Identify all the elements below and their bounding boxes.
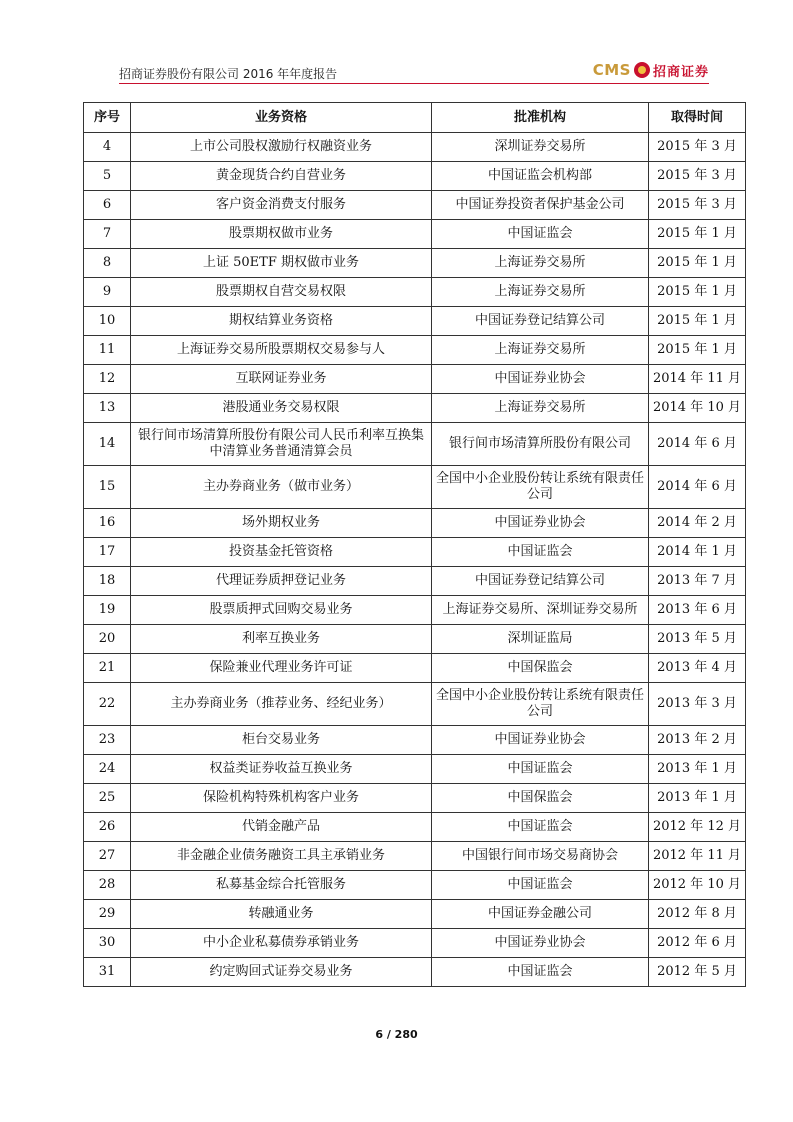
table-row [84, 871, 746, 900]
cell-qualification: 中小企业私募债券承销业务 [131, 929, 432, 958]
cell-date: 2014 年 2 月 [649, 509, 746, 538]
cell-date: 2013 年 1 月 [649, 784, 746, 813]
cell-no: 30 [84, 929, 131, 958]
cell-no: 24 [84, 755, 131, 784]
cell-date: 2012 年 10 月 [649, 871, 746, 900]
cell-date: 2014 年 1 月 [649, 538, 746, 567]
cell-date: 2015 年 3 月 [649, 162, 746, 191]
cell-qualification: 上证 50ETF 期权做市业务 [131, 249, 432, 278]
cell-qualification: 黄金现货合约自营业务 [131, 162, 432, 191]
cell-no: 28 [84, 871, 131, 900]
cell-no: 27 [84, 842, 131, 871]
cell-no: 9 [84, 278, 131, 307]
cell-date: 2012 年 8 月 [649, 900, 746, 929]
cell-authority: 中国证券业协会 [432, 929, 649, 958]
table-row [84, 191, 746, 220]
table-row [84, 958, 746, 987]
cell-no: 26 [84, 813, 131, 842]
cell-no: 21 [84, 654, 131, 683]
header-divider [119, 83, 709, 84]
cell-qualification: 利率互换业务 [131, 625, 432, 654]
cell-qualification: 代销金融产品 [131, 813, 432, 842]
cell-qualification: 权益类证券收益互换业务 [131, 755, 432, 784]
page-number: 6 / 280 [375, 1028, 418, 1041]
cell-no: 31 [84, 958, 131, 987]
cell-qualification: 上海证券交易所股票期权交易参与人 [131, 336, 432, 365]
cell-no: 12 [84, 365, 131, 394]
cell-no: 22 [84, 683, 131, 726]
col-header-date: 取得时间 [649, 103, 746, 133]
cell-qualification: 股票质押式回购交易业务 [131, 596, 432, 625]
table-row [84, 683, 746, 726]
company-logo [593, 60, 709, 80]
cell-authority: 上海证券交易所、深圳证券交易所 [432, 596, 649, 625]
table-row [84, 596, 746, 625]
cell-no: 13 [84, 394, 131, 423]
cell-no: 16 [84, 509, 131, 538]
logo-cms-text: CMS [592, 61, 631, 79]
cell-qualification: 客户资金消费支付服务 [131, 191, 432, 220]
cell-qualification: 保险兼业代理业务许可证 [131, 654, 432, 683]
cell-no: 14 [84, 423, 131, 466]
table-row [84, 278, 746, 307]
table-header-row [84, 103, 746, 133]
cell-no: 20 [84, 625, 131, 654]
logo-cn-text: 招商证券 [652, 64, 709, 80]
cell-no: 19 [84, 596, 131, 625]
table-row [84, 336, 746, 365]
cell-no: 23 [84, 726, 131, 755]
table-row [84, 133, 746, 162]
cell-date: 2015 年 3 月 [649, 191, 746, 220]
cell-authority: 中国证监会 [432, 813, 649, 842]
table-row [84, 249, 746, 278]
logo-mark-icon [634, 62, 650, 78]
cell-no: 18 [84, 567, 131, 596]
cell-date: 2015 年 1 月 [649, 336, 746, 365]
cell-qualification: 约定购回式证券交易业务 [131, 958, 432, 987]
cell-no: 4 [84, 133, 131, 162]
cell-date: 2013 年 7 月 [649, 567, 746, 596]
cell-no: 10 [84, 307, 131, 336]
cell-qualification: 保险机构特殊机构客户业务 [131, 784, 432, 813]
cell-authority: 中国保监会 [432, 654, 649, 683]
table-row [84, 726, 746, 755]
table-row [84, 654, 746, 683]
cell-date: 2013 年 3 月 [649, 683, 746, 726]
cell-no: 25 [84, 784, 131, 813]
cell-date: 2012 年 11 月 [649, 842, 746, 871]
cell-authority: 中国证监会 [432, 755, 649, 784]
cell-authority: 中国证券登记结算公司 [432, 307, 649, 336]
table-row [84, 842, 746, 871]
table-row [84, 625, 746, 654]
cell-date: 2014 年 10 月 [649, 394, 746, 423]
cell-authority: 中国证券金融公司 [432, 900, 649, 929]
cell-date: 2015 年 1 月 [649, 307, 746, 336]
col-header-qualification: 业务资格 [131, 103, 432, 133]
cell-no: 5 [84, 162, 131, 191]
table-row [84, 423, 746, 466]
cell-authority: 深圳证券交易所 [432, 133, 649, 162]
cell-qualification: 期权结算业务资格 [131, 307, 432, 336]
table-row [84, 394, 746, 423]
cell-no: 11 [84, 336, 131, 365]
page-header [119, 60, 709, 90]
cell-qualification: 主办券商业务（推荐业务、经纪业务） [131, 683, 432, 726]
cell-qualification: 非金融企业债务融资工具主承销业务 [131, 842, 432, 871]
cell-qualification: 柜台交易业务 [131, 726, 432, 755]
cell-qualification: 转融通业务 [131, 900, 432, 929]
col-header-authority: 批准机构 [432, 103, 649, 133]
col-header-no: 序号 [84, 103, 131, 133]
cell-qualification: 银行间市场清算所股份有限公司人民币利率互换集中清算业务普通清算会员 [131, 423, 432, 466]
cell-qualification: 上市公司股权激励行权融资业务 [131, 133, 432, 162]
cell-date: 2013 年 5 月 [649, 625, 746, 654]
cell-no: 8 [84, 249, 131, 278]
cell-authority: 中国银行间市场交易商协会 [432, 842, 649, 871]
cell-qualification: 私募基金综合托管服务 [131, 871, 432, 900]
cell-no: 6 [84, 191, 131, 220]
cell-date: 2013 年 2 月 [649, 726, 746, 755]
cell-authority: 中国证监会 [432, 958, 649, 987]
cell-authority: 全国中小企业股份转让系统有限责任公司 [432, 683, 649, 726]
cell-qualification: 主办券商业务（做市业务） [131, 466, 432, 509]
cell-authority: 中国证监会 [432, 538, 649, 567]
table-row [84, 509, 746, 538]
table-row [84, 567, 746, 596]
cell-date: 2015 年 1 月 [649, 220, 746, 249]
cell-authority: 上海证券交易所 [432, 278, 649, 307]
cell-no: 7 [84, 220, 131, 249]
table-row [84, 220, 746, 249]
cell-no: 15 [84, 466, 131, 509]
cell-authority: 全国中小企业股份转让系统有限责任公司 [432, 466, 649, 509]
cell-authority: 中国证券业协会 [432, 365, 649, 394]
cell-date: 2013 年 1 月 [649, 755, 746, 784]
cell-date: 2012 年 12 月 [649, 813, 746, 842]
cell-authority: 中国证监会机构部 [432, 162, 649, 191]
cell-date: 2015 年 1 月 [649, 249, 746, 278]
cell-qualification: 互联网证券业务 [131, 365, 432, 394]
cell-qualification: 股票期权做市业务 [131, 220, 432, 249]
cell-qualification: 场外期权业务 [131, 509, 432, 538]
cell-authority: 中国证券登记结算公司 [432, 567, 649, 596]
table-row [84, 929, 746, 958]
cell-date: 2012 年 6 月 [649, 929, 746, 958]
table-row [84, 784, 746, 813]
cell-authority: 中国保监会 [432, 784, 649, 813]
cell-authority: 上海证券交易所 [432, 336, 649, 365]
table-row [84, 900, 746, 929]
cell-date: 2014 年 6 月 [649, 423, 746, 466]
cell-no: 29 [84, 900, 131, 929]
table-row [84, 755, 746, 784]
table-row [84, 538, 746, 567]
cell-date: 2014 年 6 月 [649, 466, 746, 509]
qualification-table [83, 102, 746, 987]
cell-authority: 银行间市场清算所股份有限公司 [432, 423, 649, 466]
cell-qualification: 股票期权自营交易权限 [131, 278, 432, 307]
cell-date: 2013 年 4 月 [649, 654, 746, 683]
table-body [84, 133, 746, 987]
table-row [84, 162, 746, 191]
table-row [84, 466, 746, 509]
cell-authority: 上海证券交易所 [432, 394, 649, 423]
cell-no: 17 [84, 538, 131, 567]
table-row [84, 813, 746, 842]
cell-date: 2012 年 5 月 [649, 958, 746, 987]
cell-authority: 中国证监会 [432, 220, 649, 249]
cell-qualification: 代理证券质押登记业务 [131, 567, 432, 596]
cell-authority: 中国证券投资者保护基金公司 [432, 191, 649, 220]
table-row [84, 307, 746, 336]
cell-authority: 中国证券业协会 [432, 509, 649, 538]
cell-date: 2013 年 6 月 [649, 596, 746, 625]
cell-qualification: 港股通业务交易权限 [131, 394, 432, 423]
cell-date: 2014 年 11 月 [649, 365, 746, 394]
cell-authority: 深圳证监局 [432, 625, 649, 654]
cell-date: 2015 年 3 月 [649, 133, 746, 162]
cell-authority: 中国证监会 [432, 871, 649, 900]
cell-authority: 中国证券业协会 [432, 726, 649, 755]
table-row [84, 365, 746, 394]
cell-qualification: 投资基金托管资格 [131, 538, 432, 567]
report-title: 招商证券股份有限公司 2016 年年度报告 [119, 67, 338, 81]
cell-authority: 上海证券交易所 [432, 249, 649, 278]
cell-date: 2015 年 1 月 [649, 278, 746, 307]
